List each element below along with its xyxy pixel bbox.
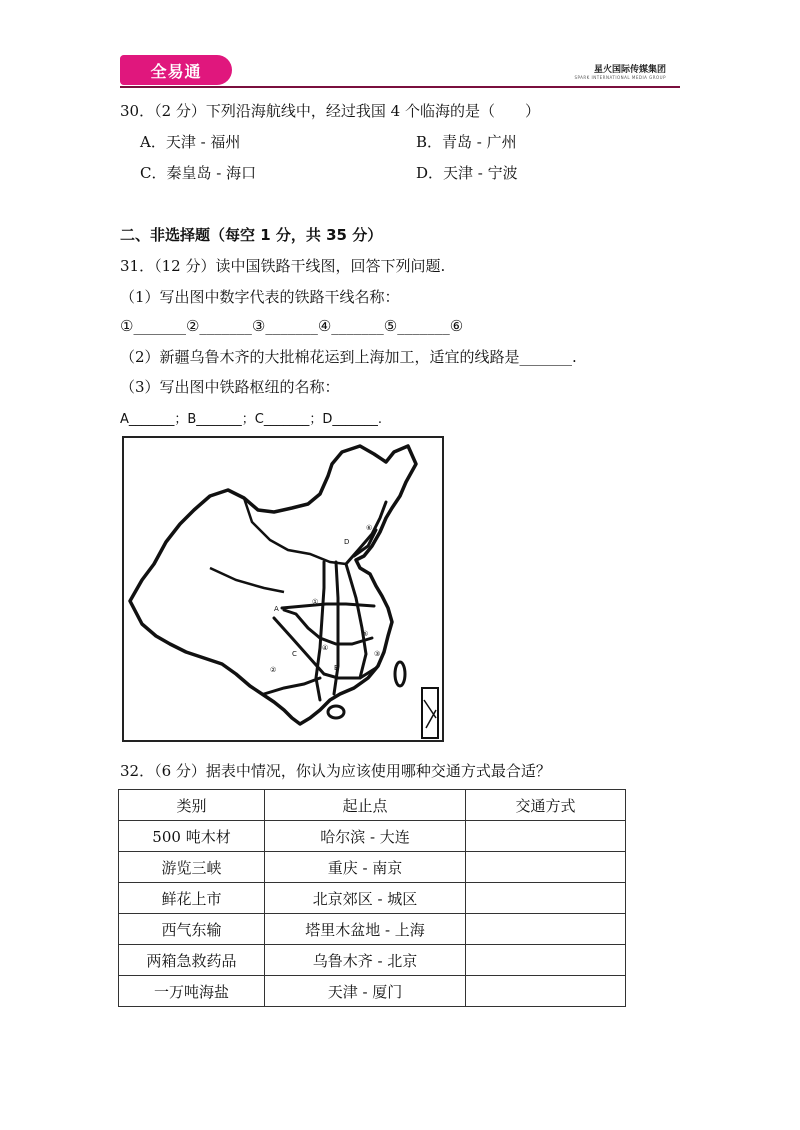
q30-option-b: B．青岛 - 广州 bbox=[416, 133, 517, 151]
cell-route: 重庆 - 南京 bbox=[265, 852, 466, 883]
map-label-d: D bbox=[344, 538, 350, 546]
q30-option-d: D．天津 - 宁波 bbox=[416, 164, 518, 182]
publisher-name-cn: 星火国际传媒集团 bbox=[593, 65, 666, 75]
q31-hub-blanks: A_______；B_______；C_______；D_______. bbox=[120, 412, 383, 427]
table-row bbox=[119, 821, 626, 852]
map-label-3: ③ bbox=[374, 650, 381, 658]
map-label-4: ④ bbox=[322, 644, 329, 652]
brand-logo: 全易通 bbox=[120, 55, 232, 85]
section-heading: 二、非选择题（每空 1 分，共 35 分） bbox=[120, 226, 383, 244]
q30-option-c: C．秦皇岛 - 海口 bbox=[140, 164, 257, 182]
cell-answer[interactable] bbox=[466, 883, 626, 914]
map-label-6: ⑥ bbox=[366, 524, 373, 532]
china-outline bbox=[130, 446, 416, 724]
cell-route: 塔里木盆地 - 上海 bbox=[265, 914, 466, 945]
cell-answer[interactable] bbox=[466, 976, 626, 1007]
map-label-a: A bbox=[274, 605, 279, 613]
railway-line bbox=[346, 564, 369, 678]
table-row bbox=[119, 852, 626, 883]
cell-category: 两箱急救药品 bbox=[119, 945, 265, 976]
table-row bbox=[119, 945, 626, 976]
cell-answer[interactable] bbox=[466, 914, 626, 945]
cell-route: 哈尔滨 - 大连 bbox=[265, 821, 466, 852]
railway-map-drawing bbox=[124, 438, 442, 740]
cell-answer[interactable] bbox=[466, 821, 626, 852]
header-route: 起止点 bbox=[265, 790, 466, 821]
q32-stem: 32．（6 分）据表中情况，你认为应该使用哪种交通方式最合适？ bbox=[120, 762, 551, 780]
q30-option-a: A．天津 - 福州 bbox=[140, 133, 241, 151]
q31-part3: （3）写出图中铁路枢纽的名称： bbox=[120, 378, 340, 396]
header-category: 类别 bbox=[119, 790, 265, 821]
map-label-b: B bbox=[334, 664, 339, 672]
map-label-c: C bbox=[292, 650, 297, 658]
table-row bbox=[119, 914, 626, 945]
table-row bbox=[119, 883, 626, 914]
taiwan-island bbox=[395, 662, 405, 686]
railway-line bbox=[282, 604, 374, 608]
railway-line bbox=[264, 678, 320, 694]
cell-answer[interactable] bbox=[466, 945, 626, 976]
publisher-name-en: SPARK INTERNATIONAL MEDIA GROUP bbox=[574, 75, 666, 80]
hainan-island bbox=[328, 706, 344, 718]
cell-answer[interactable] bbox=[466, 852, 626, 883]
cell-route: 天津 - 厦门 bbox=[265, 976, 466, 1007]
table-header-row bbox=[119, 790, 626, 821]
header-transport: 交通方式 bbox=[466, 790, 626, 821]
header-divider bbox=[120, 86, 680, 88]
cell-category: 鲜花上市 bbox=[119, 883, 265, 914]
publisher-brand bbox=[574, 62, 666, 80]
q31-stem: 31．（12 分）读中国铁路干线图，回答下列问题. bbox=[120, 257, 446, 275]
cell-category: 一万吨海盐 bbox=[119, 976, 265, 1007]
table-row bbox=[119, 976, 626, 1007]
cell-route: 北京郊区 - 城区 bbox=[265, 883, 466, 914]
q30-stem: 30．（2 分）下列沿海航线中，经过我国 4 个临海的是（ ） bbox=[120, 102, 540, 120]
cell-category: 500 吨木材 bbox=[119, 821, 265, 852]
transport-table bbox=[118, 789, 626, 1007]
south-sea-inset bbox=[422, 688, 438, 738]
south-sea-inset-lines bbox=[424, 700, 436, 728]
railway-map bbox=[122, 436, 444, 742]
q31-blanks: ①_______②_______③_______④_______⑤_______⑥ bbox=[120, 317, 464, 335]
cell-route: 乌鲁木齐 - 北京 bbox=[265, 945, 466, 976]
cell-category: 游览三峡 bbox=[119, 852, 265, 883]
cell-category: 西气东输 bbox=[119, 914, 265, 945]
map-label-2: ② bbox=[270, 666, 277, 674]
inner-boundary bbox=[210, 568, 284, 592]
map-label-1: ① bbox=[312, 598, 319, 606]
map-label-5: ⑤ bbox=[362, 630, 369, 638]
q31-part2: （2）新疆乌鲁木齐的大批棉花运到上海加工，适宜的线路是_______. bbox=[120, 348, 577, 366]
railway-line bbox=[334, 562, 338, 694]
q31-part1: （1）写出图中数字代表的铁路干线名称： bbox=[120, 288, 400, 306]
